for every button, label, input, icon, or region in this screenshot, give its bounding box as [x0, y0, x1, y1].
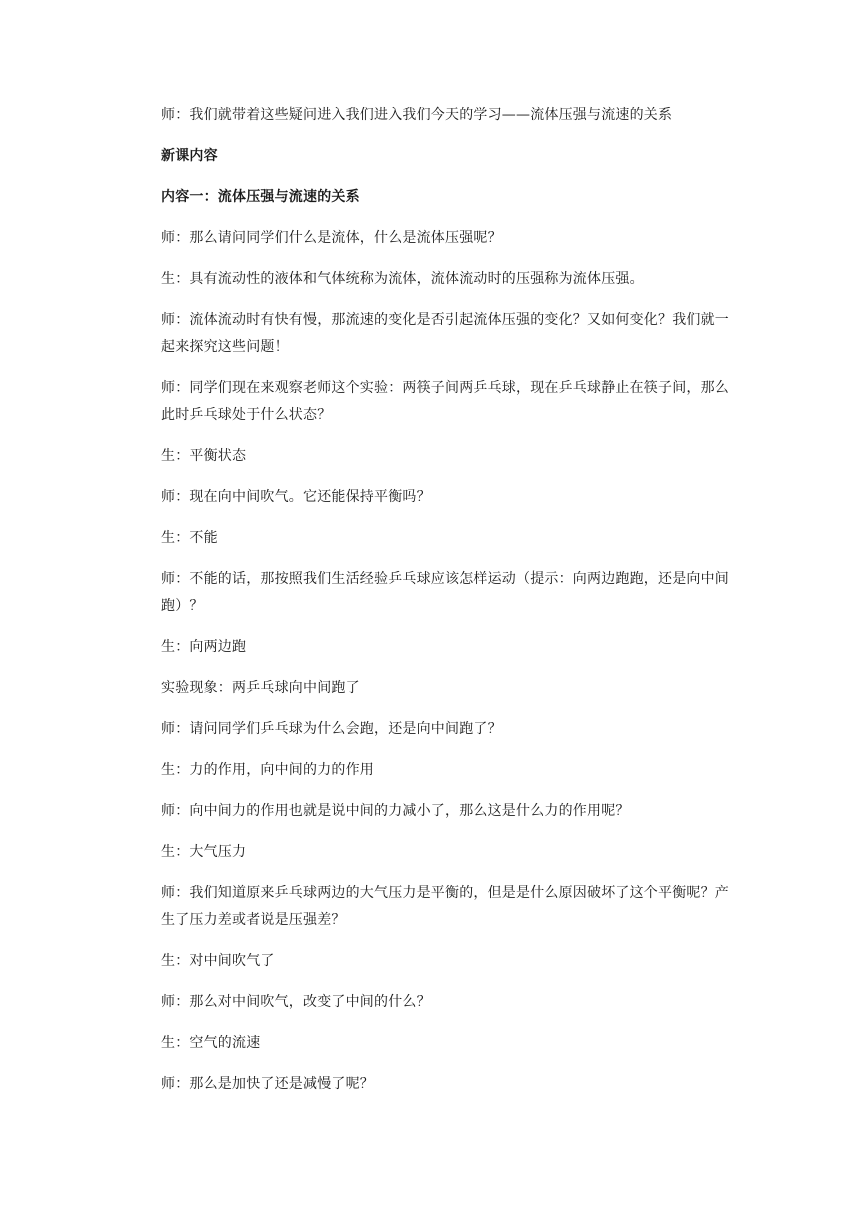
section-heading: 新课内容 — [161, 148, 218, 164]
paragraph: 师：请问同学们乒乓球为什么会跑，还是向中间跑了？ — [161, 721, 502, 737]
paragraph: 师：流体流动时有快有慢，那流速的变化是否引起流体压强的变化？又如何变化？我们就一起来探究这些问题！ — [161, 312, 729, 355]
paragraph: 师：那么请问同学们什么是流体，什么是流体压强呢？ — [161, 230, 502, 246]
paragraph: 生：力的作用，向中间的力的作用 — [161, 762, 374, 778]
paragraph: 生：对中间吹气了 — [161, 953, 275, 969]
paragraph: 实验现象：两乒乓球向中间跑了 — [161, 680, 360, 696]
paragraph: 生：具有流动性的液体和气体统称为流体，流体流动时的压强称为流体压强。 — [161, 271, 644, 287]
paragraph: 师：现在向中间吹气。它还能保持平衡吗？ — [161, 489, 431, 505]
paragraph: 师：那么是加快了还是减慢了呢？ — [161, 1076, 374, 1092]
paragraph: 生：向两边跑 — [161, 639, 247, 655]
paragraph: 师：不能的话，那按照我们生活经验乒乓球应该怎样运动（提示：向两边跑跑，还是向中间跑）？ — [161, 571, 729, 614]
subsection-heading: 内容一：流体压强与流速的关系 — [161, 189, 360, 205]
paragraph: 生：不能 — [161, 530, 218, 546]
paragraph: 生：空气的流速 — [161, 1035, 261, 1051]
paragraph: 师：同学们现在来观察老师这个实验：两筷子间两乒乓球，现在乒乓球静止在筷子间，那么此时乒乓球处于什么状态？ — [161, 380, 729, 423]
paragraph: 师：我们知道原来乒乓球两边的大气压力是平衡的，但是是什么原因破坏了这个平衡呢？产生了压力差或者说是压强差？ — [161, 885, 729, 928]
paragraph: 师：那么对中间吹气，改变了中间的什么？ — [161, 994, 431, 1010]
paragraph: 师：向中间力的作用也就是说中间的力减小了，那么这是什么力的作用呢？ — [161, 803, 630, 819]
paragraph: 生：平衡状态 — [161, 448, 247, 464]
paragraph: 师：我们就带着这些疑问进入我们进入我们今天的学习——流体压强与流速的关系 — [161, 107, 673, 123]
paragraph: 生：大气压力 — [161, 844, 247, 860]
